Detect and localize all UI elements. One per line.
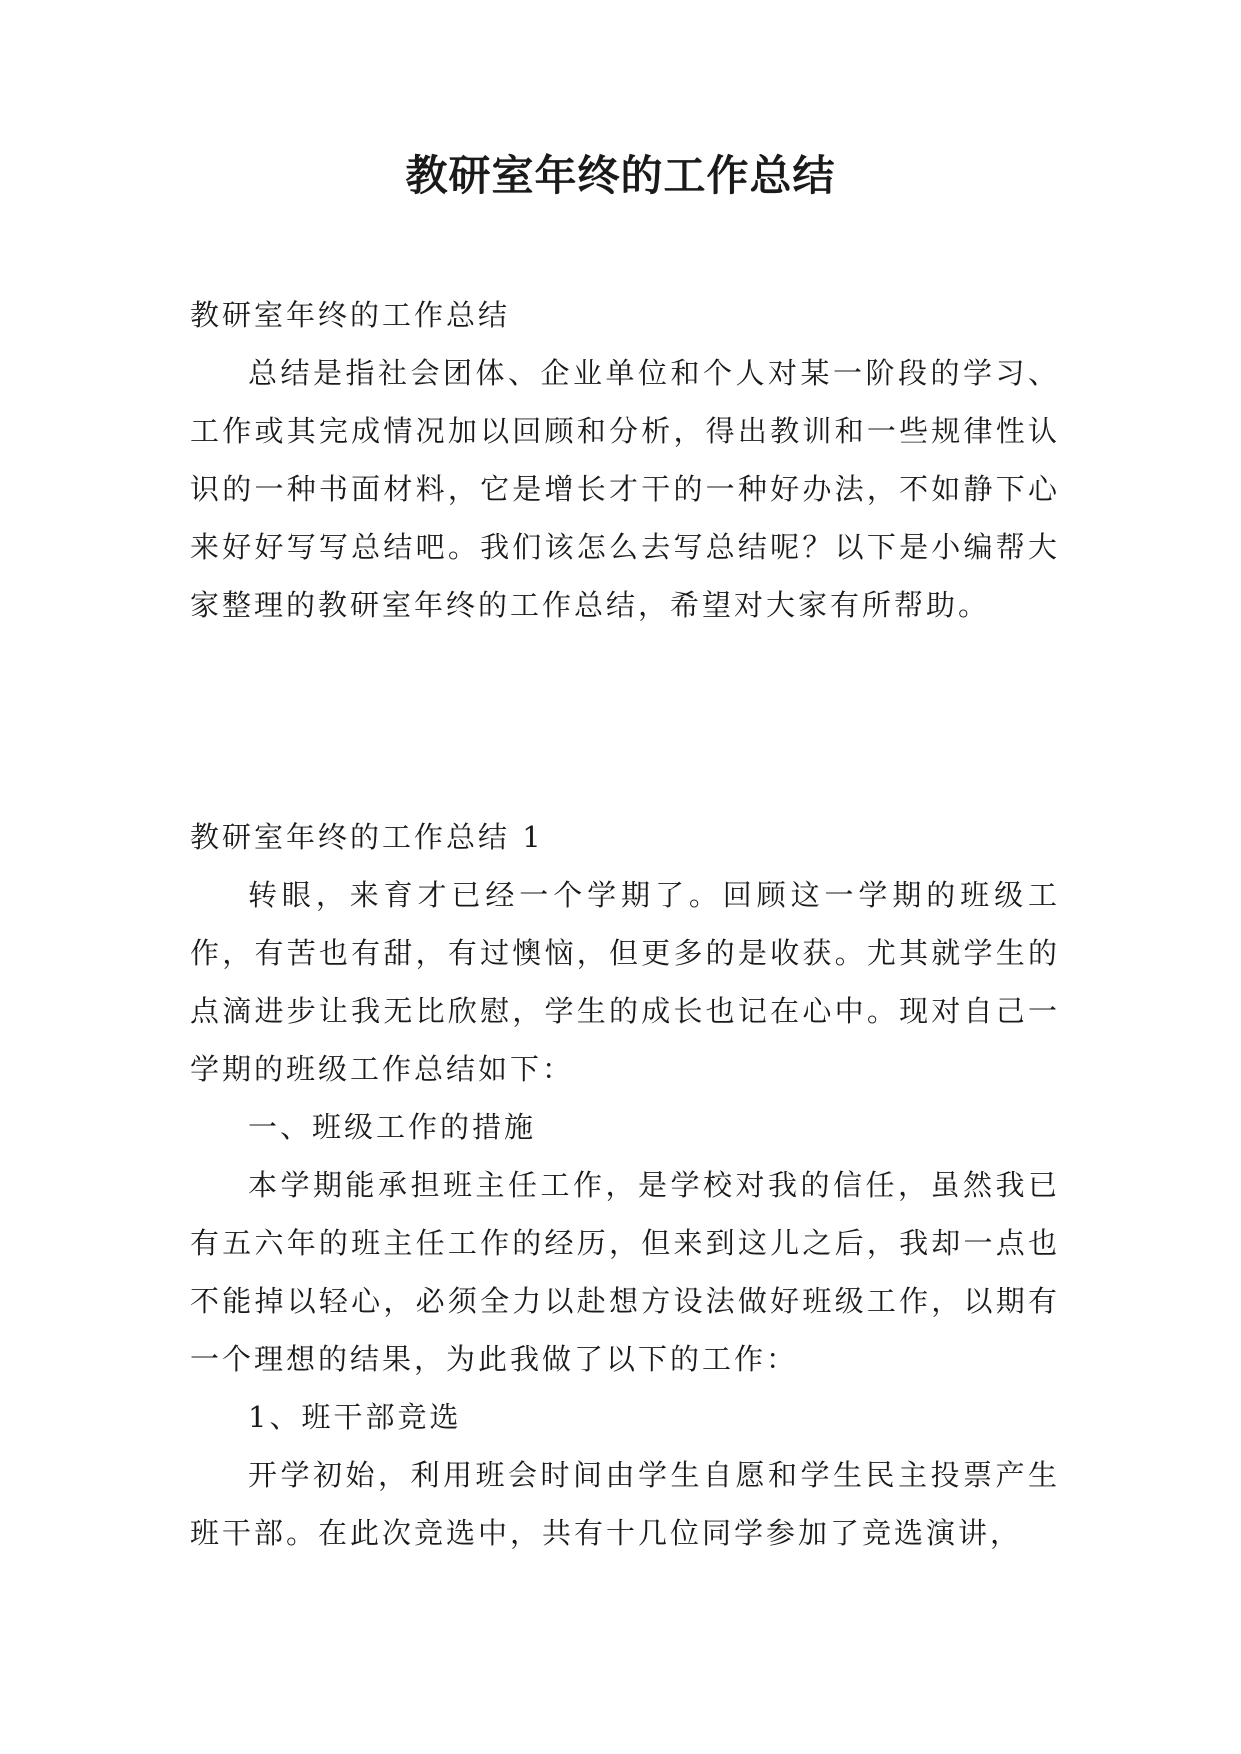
subheading-class-cadre-election: 1、班干部竞选 — [248, 1400, 462, 1434]
section1-paragraph-2: 本学期能承担班主任工作，是学校对我的信任，虽然我已有五六年的班主任工作的经历，但来到这儿之后，我却一点也不能掉以轻心，必须全力以赴想方设法做好班级工作，以期有一个理想的结果，为此我做了以下的工作： — [190, 1168, 1060, 1376]
document-title: 教研室年终的工作总结 — [405, 151, 836, 200]
section-spacer — [190, 634, 1060, 808]
section1-paragraph-3: 开学初始，利用班会时间由学生自愿和学生民主投票产生班干部。在此次竞选中，共有十几位同学参加了竞选演讲， — [190, 1458, 1060, 1550]
intro-paragraph: 总结是指社会团体、企业单位和个人对某一阶段的学习、工作或其完成情况加以回顾和分析，得出教训和一些规律性认识的一种书面材料，它是增长才干的一种好办法，不如静下心来好好写写总结吧。我们该怎么去写总结呢？以下是小编帮大家整理的教研室年终的工作总结，希望对大家有所帮助。 — [190, 356, 1060, 622]
section1-paragraph-1: 转眼，来育才已经一个学期了。回顾这一学期的班级工作，有苦也有甜，有过懊恼，但更多的是收获。尤其就学生的点滴进步让我无比欣慰，学生的成长也记在心中。现对自己一学期的班级工作总结如下： — [190, 878, 1060, 1086]
section1-heading: 教研室年终的工作总结 1 — [190, 820, 544, 854]
document-body — [190, 286, 1060, 1562]
subheading-class-work-measures: 一、班级工作的措施 — [248, 1110, 537, 1144]
intro-heading: 教研室年终的工作总结 — [190, 298, 511, 332]
